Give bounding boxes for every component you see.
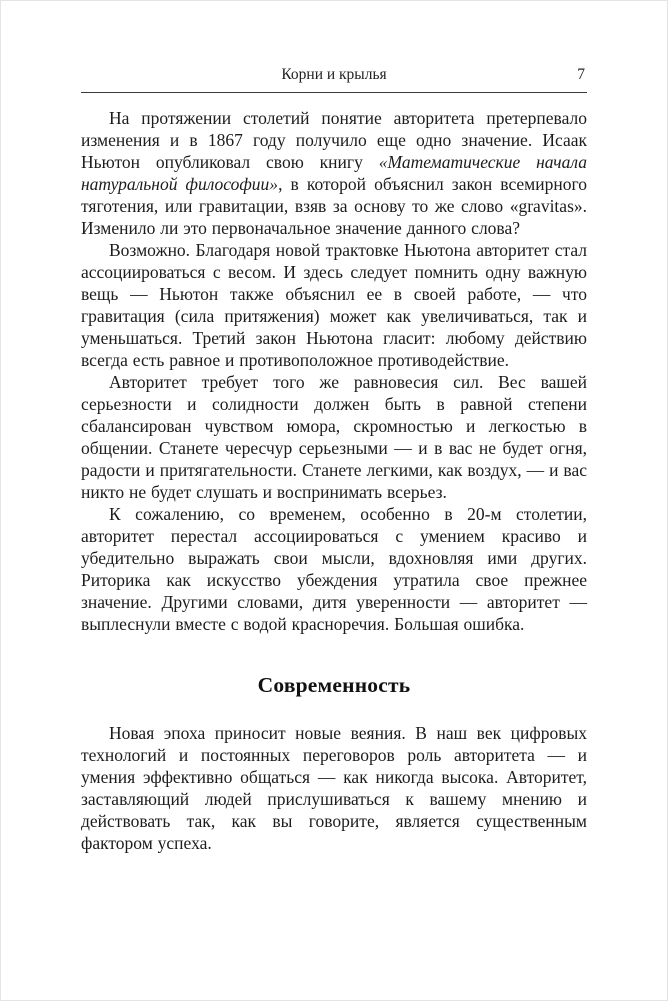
header-rule bbox=[81, 92, 587, 93]
paragraph bbox=[81, 239, 587, 371]
paragraph-text: , в которой объяснил закон всемирного тяготения, или гравитации, взяв за основу то же слово «gravitas». Изменило ли это первоначальное значение данного слова? bbox=[81, 174, 587, 238]
paragraph-text: К сожалению, со временем, особенно в 20-м столетии, авторитет перестал ассоциироваться с умением красиво и убедительно выражать свои мысли, вдохновляя ими других. Риторика как искусство убеждения утратила свое прежнее значение. Другими словами, дитя уверенности — авторитет — выплеснули вместе с водой красноречия. Большая ошибка. bbox=[81, 504, 587, 634]
page-number: 7 bbox=[577, 66, 585, 83]
paragraph-text: Возможно. Благодаря новой трактовке Ньютона авторитет стал ассоциироваться с весом. И здесь следует помнить одну важную вещь — Ньютон также объяснил ее в своей работе, — что гравитация (сила притяжения) может как увеличиваться, так и уменьшаться. Третий закон Ньютона гласит: любому действию всегда есть равное и противоположное противодействие. bbox=[81, 240, 587, 370]
paragraph bbox=[81, 371, 587, 503]
section-heading: Современность bbox=[257, 673, 411, 697]
paragraph-text: Авторитет требует того же равновесия сил. Вес вашей серьезности и солидности должен быть в равной степени сбалансирован чувством юмора, скромностью и легкостью в общении. Станете чересчур серьезными — и в вас не будет огня, радости и притягательности. Станете легкими, как воздух, — и вас никто не будет слушать и воспринимать всерьез. bbox=[81, 372, 587, 502]
running-header-title: Корни и крылья bbox=[281, 66, 387, 83]
paragraph bbox=[81, 107, 587, 239]
paragraph bbox=[81, 722, 587, 854]
book-title-italic: «Математические начала натуральной философии» bbox=[81, 152, 588, 194]
page-body bbox=[81, 107, 587, 854]
paragraph-text: Новая эпоха приносит новые веяния. В наш век цифровых технологий и постоянных переговоров роль авторитета — и умения эффективно общаться — как никогда высока. Авторитет, заставляющий людей прислушиваться к вашему мнению и действовать так, как вы говорите, является существенным фактором успеха. bbox=[81, 723, 587, 853]
book-page bbox=[1, 1, 667, 1000]
running-header bbox=[81, 65, 587, 85]
paragraph-text: На протяжении столетий понятие авторитета претерпевало изменения и в 1867 году получило еще одно значение. Исаак Ньютон опубликовал свою книгу bbox=[81, 108, 587, 172]
paragraph bbox=[81, 503, 587, 635]
